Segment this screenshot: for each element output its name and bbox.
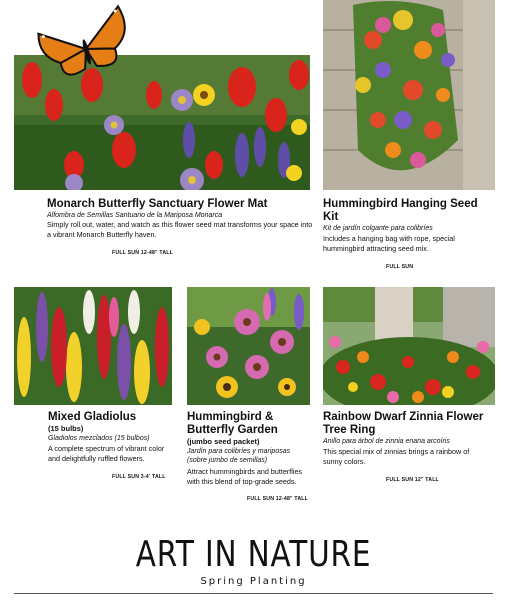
product-subtitle-gladiolus: (15 bulbs) <box>48 424 84 433</box>
product-sun-gladiolus: FULL SUN 3-4' TALL <box>112 474 166 480</box>
product-sun-monarch-mat: FULL SUN 12-48" TALL <box>112 250 174 256</box>
product-title-gladiolus: Mixed Gladiolus <box>48 411 137 423</box>
product-description-monarch-mat: Simply roll out, water, and watch as this flower seed mat transforms your space into a vibrant Monarch Butterfly haven. <box>47 220 313 239</box>
product-description-gladiolus: A complete spectrum of vibrant color and delightfully ruffled flowers. <box>48 444 165 463</box>
product-description-butterfly-garden: Attract hummingbirds and butterflies with this blend of top-grade seeds. <box>187 467 303 486</box>
product-image-gladiolus <box>14 287 172 405</box>
product-subtitle-butterfly-garden: (jumbo seed packet) <box>187 437 260 446</box>
product-spanish-hanging-kit: Kit de jardín colgante para colibríes <box>323 225 433 232</box>
product-spanish-gladiolus: Gladiolos mezclados (15 bulbos) <box>48 435 150 442</box>
product-sun-zinnia-ring: FULL SUN 12" TALL <box>386 477 439 483</box>
product-sun-butterfly-garden: FULL SUN 12-48" TALL <box>247 496 309 502</box>
product-sun-hanging-kit: FULL SUN <box>386 264 414 270</box>
brand-tagline: Spring Planting <box>200 576 307 587</box>
product-image-zinnia-ring <box>323 287 495 405</box>
product-image-butterfly-garden <box>187 287 310 405</box>
product-description-hanging-kit: Includes a hanging bag with rope, special hummingbird attracting seed mix. <box>323 234 455 253</box>
product-title-zinnia-ring: Rainbow Dwarf Zinnia Flower Tree Ring <box>323 411 484 436</box>
product-title-monarch-mat: Monarch Butterfly Sanctuary Flower Mat <box>47 198 268 210</box>
product-spanish-monarch-mat: Alfombra de Semillas Santuario de la Mariposa Monarca <box>47 212 223 219</box>
product-image-hanging-kit <box>323 0 495 190</box>
product-spanish-zinnia-ring: Anillo para árbol de zinnia enana arcoíris <box>323 438 450 445</box>
product-description-zinnia-ring: This special mix of zinnias brings a rainbow of sunny colors. <box>323 447 470 466</box>
product-title-hanging-kit: Hummingbird Hanging Seed Kit <box>323 198 478 223</box>
product-spanish-butterfly-garden: Jardín para colibríes y mariposas (sobre jumbo de semillas) <box>187 448 291 464</box>
brand-name: ART IN NATURE <box>135 534 372 575</box>
footer-divider <box>14 593 493 594</box>
product-title-butterfly-garden: Hummingbird & Butterfly Garden <box>187 411 278 436</box>
monarch-butterfly-icon <box>36 4 136 88</box>
